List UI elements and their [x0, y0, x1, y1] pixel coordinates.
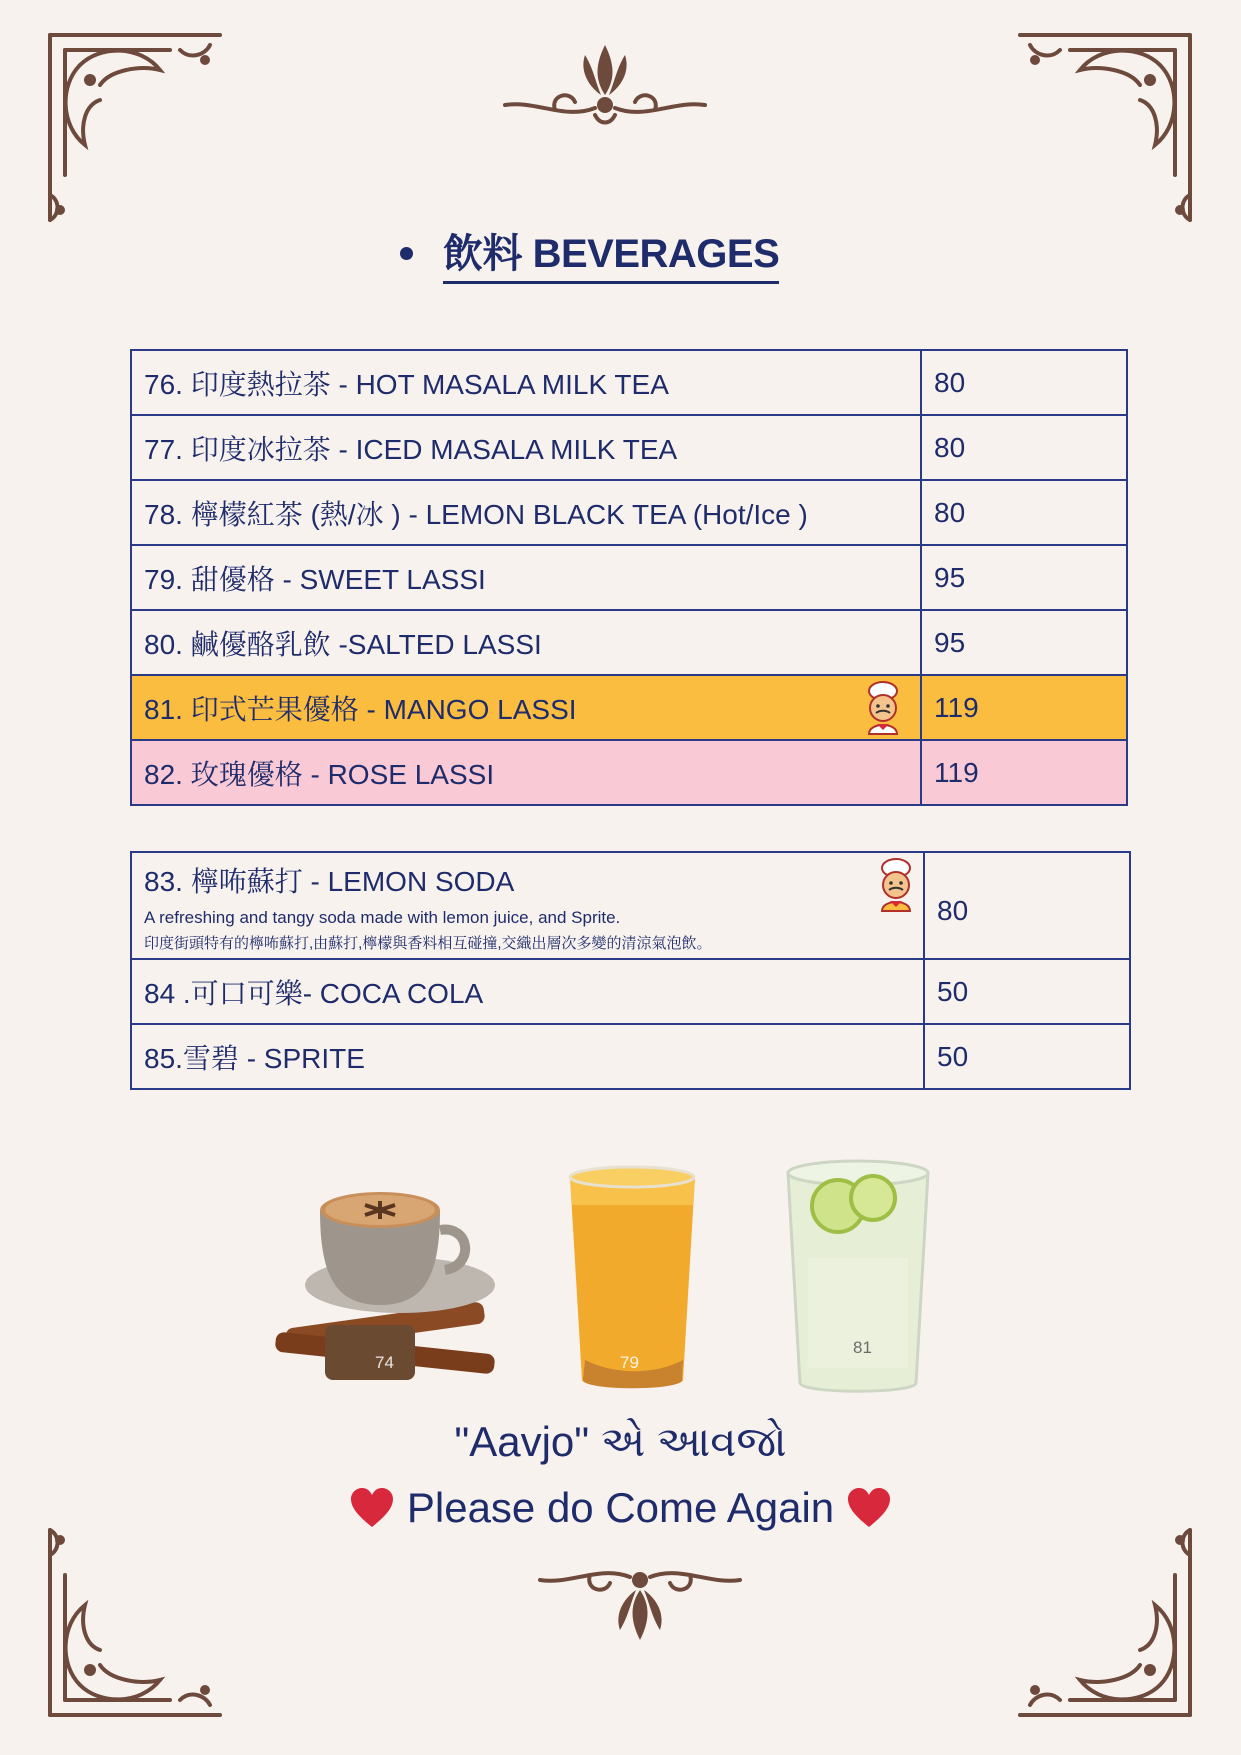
item-name: 83. 檸咘蘇打 - LEMON SODA — [144, 866, 515, 897]
item-name: 79. 甜優格 - SWEET LASSI — [131, 545, 921, 610]
table-row — [131, 610, 1127, 675]
photo-number: 81 — [853, 1338, 872, 1357]
corner-ornament-bottom-right-icon — [1010, 1525, 1220, 1725]
heart-icon — [349, 1487, 395, 1529]
corner-ornament-bottom-left-icon — [20, 1525, 230, 1725]
item-description-en: A refreshing and tangy soda made with lemon juice, and Sprite. — [144, 908, 621, 927]
come-again-line — [0, 1484, 1241, 1532]
table-row — [131, 415, 1127, 480]
bullet-icon — [400, 247, 413, 260]
table-row-highlighted — [131, 675, 1127, 740]
item-name: 82. 玫瑰優格 - ROSE LASSI — [131, 740, 921, 805]
item-name: 84 .可口可樂- COCA COLA — [131, 959, 924, 1024]
item-name: 81. 印式芒果優格 - MANGO LASSI — [144, 693, 577, 725]
chef-mascot-icon — [873, 857, 919, 913]
item-name: 77. 印度冰拉茶 - ICED MASALA MILK TEA — [131, 415, 921, 480]
item-price: 119 — [921, 675, 1127, 740]
item-price: 95 — [921, 610, 1127, 675]
table-row-highlighted — [131, 740, 1127, 805]
table-row — [131, 480, 1127, 545]
top-flourish-icon — [495, 40, 715, 130]
item-name: 78. 檸檬紅茶 (熱/冰 ) - LEMON BLACK TEA (Hot/Ice ) — [131, 480, 921, 545]
table-row — [131, 1024, 1130, 1089]
item-name-cell — [131, 852, 924, 959]
item-name: 76. 印度熱拉茶 - HOT MASALA MILK TEA — [131, 350, 921, 415]
item-price: 80 — [924, 852, 1130, 959]
page-title: 飲料 BEVERAGES — [443, 222, 779, 284]
item-name: 85.雪碧 - SPRITE — [131, 1024, 924, 1089]
item-price: 50 — [924, 959, 1130, 1024]
beverage-menu-table-2 — [130, 851, 1131, 1090]
chef-mascot-icon — [860, 680, 906, 736]
lemon-soda-glass-icon — [783, 1158, 933, 1398]
photo-masala-tea — [265, 1165, 515, 1390]
heart-icon — [846, 1487, 892, 1529]
item-name-cell — [131, 675, 921, 740]
item-description-zh: 印度街頭特有的檸咘蘇打,由蘇打,檸檬與香料相互碰撞,交織出層次多變的清涼氣泡飲。 — [144, 935, 712, 952]
item-price: 80 — [921, 415, 1127, 480]
item-price: 119 — [921, 740, 1127, 805]
photo-lemon-soda — [783, 1158, 933, 1398]
photo-number: 79 — [620, 1353, 639, 1372]
table-row — [131, 959, 1130, 1024]
beverage-menu-table — [130, 349, 1128, 806]
farewell-line: "Aavjo" એ આવજો — [454, 1418, 787, 1465]
table-row — [131, 545, 1127, 610]
item-price: 50 — [924, 1024, 1130, 1089]
photo-mango-lassi — [565, 1165, 700, 1395]
photo-number: 74 — [375, 1353, 394, 1372]
table-row — [131, 350, 1127, 415]
table-row — [131, 852, 1130, 959]
come-again-text: Please do Come Again — [406, 1484, 835, 1531]
corner-ornament-top-left-icon — [20, 25, 230, 225]
item-price: 95 — [921, 545, 1127, 610]
item-price: 80 — [921, 480, 1127, 545]
item-price: 80 — [921, 350, 1127, 415]
corner-ornament-top-right-icon — [1010, 25, 1220, 225]
section-heading — [400, 222, 779, 284]
item-name: 80. 鹹優酪乳飲 -SALTED LASSI — [131, 610, 921, 675]
bottom-flourish-icon — [530, 1555, 750, 1645]
